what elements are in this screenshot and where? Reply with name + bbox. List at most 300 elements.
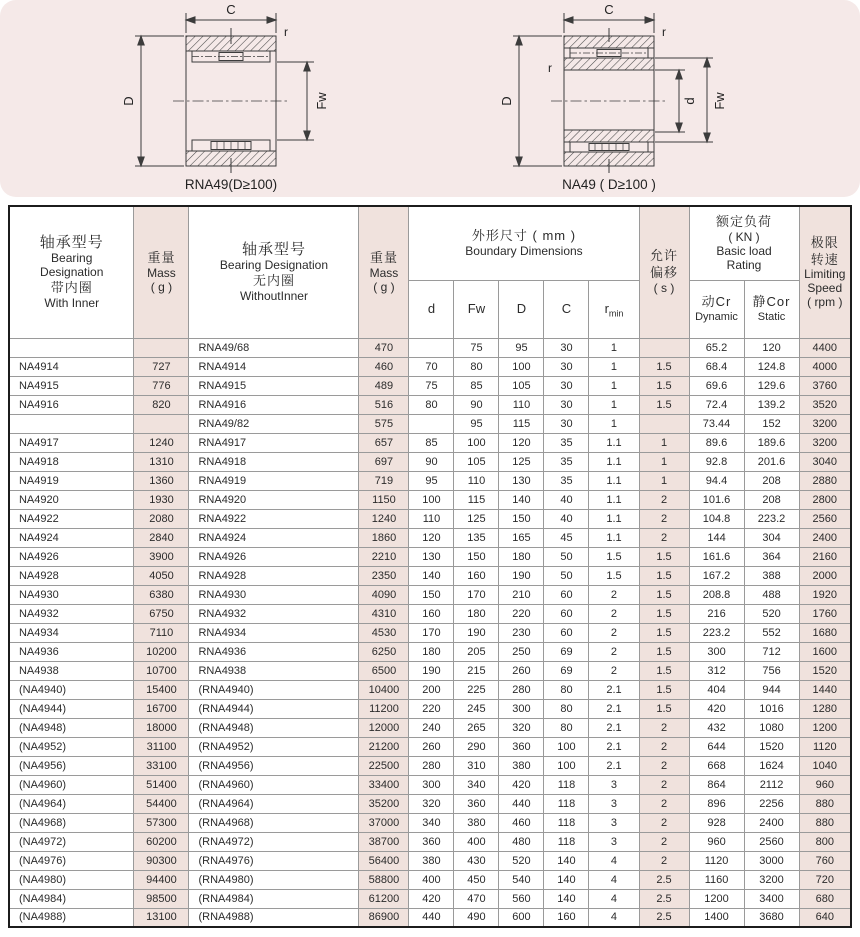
cell-fw: 80 (454, 357, 499, 376)
cell-rmin: 1.1 (589, 528, 639, 547)
cell-static-cor: 388 (744, 566, 799, 585)
cell-with-inner: (NA4964) (9, 794, 134, 813)
cell-mass-with: 776 (134, 376, 189, 395)
table-header (9, 206, 851, 338)
col-header-mass-1 (134, 206, 189, 338)
cell-without-inner: (RNA4940) (189, 680, 359, 699)
cell-without-inner: (RNA4988) (189, 908, 359, 927)
cell-static-cor: 139.2 (744, 395, 799, 414)
cell-rmin: 2 (589, 623, 639, 642)
header-unit: ( s ) (653, 281, 675, 296)
cell-with-inner: NA4917 (9, 433, 134, 452)
cell-C: 140 (544, 870, 589, 889)
table-row (9, 889, 851, 908)
cell-mass-without: 86900 (359, 908, 409, 927)
cell-C: 80 (544, 699, 589, 718)
cell-D: 100 (499, 357, 544, 376)
dim-label-d: d (682, 97, 697, 105)
cell-static-cor: 124.8 (744, 357, 799, 376)
header-en: Designation (40, 265, 104, 280)
cell-static-cor: 3680 (744, 908, 799, 927)
cell-with-inner: NA4918 (9, 452, 134, 471)
header-zh: 重量 (147, 250, 176, 265)
cell-with-inner: (NA4972) (9, 832, 134, 851)
header-en: Mass (147, 265, 176, 280)
cell-fw: 245 (454, 699, 499, 718)
cell-d: 85 (409, 433, 454, 452)
cell-without-inner: (RNA4944) (189, 699, 359, 718)
cell-D: 360 (499, 737, 544, 756)
cell-mass-with: 33100 (134, 756, 189, 775)
dim-label-r: r (284, 25, 288, 39)
header-en: Boundary Dimensions (465, 243, 583, 258)
cell-rmin: 2.1 (589, 718, 639, 737)
cell-rpm: 640 (799, 908, 851, 927)
cell-mass-without: 657 (359, 433, 409, 452)
cell-mass-with (134, 414, 189, 433)
cell-dynamic-cr: 928 (689, 813, 744, 832)
cell-rmin: 2.1 (589, 737, 639, 756)
header-en: With Inner (44, 295, 100, 310)
table-row (9, 642, 851, 661)
cell-d: 90 (409, 452, 454, 471)
cell-mass-without: 61200 (359, 889, 409, 908)
header-zh: 动Cr (701, 294, 732, 310)
cell-rpm: 1680 (799, 623, 851, 642)
cell-C: 35 (544, 452, 589, 471)
drawing-na49 (469, 0, 769, 201)
cell-C: 140 (544, 851, 589, 870)
cell-rpm: 760 (799, 851, 851, 870)
cell-C: 80 (544, 680, 589, 699)
header-en: WithoutInner (239, 289, 308, 304)
cell-dynamic-cr: 72.4 (689, 395, 744, 414)
cell-with-inner (9, 338, 134, 357)
cell-mass-without: 460 (359, 357, 409, 376)
cell-without-inner: RNA49/82 (189, 414, 359, 433)
cell-d: 340 (409, 813, 454, 832)
header-zh: 重量 (369, 250, 398, 265)
cell-rpm: 3040 (799, 452, 851, 471)
cell-D: 560 (499, 889, 544, 908)
cell-dynamic-cr: 404 (689, 680, 744, 699)
cell-s: 1.5 (639, 604, 689, 623)
table-row (9, 509, 851, 528)
cell-without-inner: RNA4936 (189, 642, 359, 661)
cell-rmin: 2.1 (589, 756, 639, 775)
cell-s: 2.5 (639, 870, 689, 889)
cell-D: 250 (499, 642, 544, 661)
cell-d: 140 (409, 566, 454, 585)
cell-with-inner: NA4930 (9, 585, 134, 604)
table-row (9, 870, 851, 889)
cell-D: 320 (499, 718, 544, 737)
cell-s: 2.5 (639, 889, 689, 908)
cell-D: 600 (499, 908, 544, 927)
cell-dynamic-cr: 69.6 (689, 376, 744, 395)
header-zh: 轴承型号 (39, 233, 104, 251)
header-en: Bearing (51, 251, 93, 266)
cell-d: 300 (409, 775, 454, 794)
header-label: Fw (467, 301, 486, 316)
cell-with-inner: NA4920 (9, 490, 134, 509)
header-zh: 静Cor (752, 294, 791, 310)
cell-rmin: 1 (589, 376, 639, 395)
cell-dynamic-cr: 312 (689, 661, 744, 680)
cell-d: 130 (409, 547, 454, 566)
cell-mass-with: 727 (134, 357, 189, 376)
cell-D: 480 (499, 832, 544, 851)
cell-rpm: 2800 (799, 490, 851, 509)
cell-without-inner: RNA4930 (189, 585, 359, 604)
cell-D: 125 (499, 452, 544, 471)
cell-dynamic-cr: 89.6 (689, 433, 744, 452)
cell-C: 100 (544, 756, 589, 775)
cell-fw: 490 (454, 908, 499, 927)
table-row (9, 775, 851, 794)
cell-fw: 360 (454, 794, 499, 813)
cell-without-inner: RNA4924 (189, 528, 359, 547)
cell-without-inner: RNA4915 (189, 376, 359, 395)
cell-mass-without: 2350 (359, 566, 409, 585)
cell-D: 460 (499, 813, 544, 832)
cell-mass-without: 6500 (359, 661, 409, 680)
cell-d: 190 (409, 661, 454, 680)
cell-mass-with: 2840 (134, 528, 189, 547)
cell-D: 120 (499, 433, 544, 452)
cell-C: 30 (544, 357, 589, 376)
header-en: Rating (726, 257, 762, 272)
cell-d: 440 (409, 908, 454, 927)
header-unit: ( g ) (150, 279, 173, 294)
cell-fw: 400 (454, 832, 499, 851)
cell-mass-without: 1240 (359, 509, 409, 528)
cell-d: 150 (409, 585, 454, 604)
cell-fw: 310 (454, 756, 499, 775)
sub-header-dynamic-cr (689, 280, 744, 338)
cell-s: 1.5 (639, 585, 689, 604)
cell-dynamic-cr: 896 (689, 794, 744, 813)
cell-mass-with: 1930 (134, 490, 189, 509)
col-header-with-inner (9, 206, 134, 338)
cell-s: 1.5 (639, 680, 689, 699)
cell-without-inner: (RNA4964) (189, 794, 359, 813)
cell-mass-without: 489 (359, 376, 409, 395)
cell-static-cor: 223.2 (744, 509, 799, 528)
cell-s: 2 (639, 509, 689, 528)
cell-with-inner: (NA4956) (9, 756, 134, 775)
cell-C: 45 (544, 528, 589, 547)
header-label: C (561, 301, 572, 316)
header-label: D (516, 301, 527, 316)
cell-dynamic-cr: 144 (689, 528, 744, 547)
cell-dynamic-cr: 1120 (689, 851, 744, 870)
table-row (9, 471, 851, 490)
cell-C: 118 (544, 813, 589, 832)
cell-dynamic-cr: 167.2 (689, 566, 744, 585)
cell-mass-without: 4530 (359, 623, 409, 642)
cell-mass-without: 4090 (359, 585, 409, 604)
cell-without-inner: (RNA4956) (189, 756, 359, 775)
cell-C: 80 (544, 718, 589, 737)
cell-d: 75 (409, 376, 454, 395)
table-row (9, 357, 851, 376)
cell-fw: 290 (454, 737, 499, 756)
cell-mass-without: 1860 (359, 528, 409, 547)
cell-rpm: 800 (799, 832, 851, 851)
cell-dynamic-cr: 1200 (689, 889, 744, 908)
cell-C: 30 (544, 414, 589, 433)
cell-without-inner: RNA4922 (189, 509, 359, 528)
cell-with-inner: NA4915 (9, 376, 134, 395)
cell-d: 320 (409, 794, 454, 813)
table-row (9, 452, 851, 471)
cell-static-cor: 2560 (744, 832, 799, 851)
cell-rmin: 3 (589, 775, 639, 794)
cell-fw: 340 (454, 775, 499, 794)
cell-s: 2 (639, 813, 689, 832)
cell-C: 69 (544, 642, 589, 661)
header-zh: 外形尺寸 ( mm ) (471, 227, 577, 243)
cell-fw: 215 (454, 661, 499, 680)
cell-with-inner: NA4936 (9, 642, 134, 661)
cell-fw: 95 (454, 414, 499, 433)
table-row (9, 832, 851, 851)
cell-mass-with: 31100 (134, 737, 189, 756)
cell-dynamic-cr: 1160 (689, 870, 744, 889)
cell-rpm: 1600 (799, 642, 851, 661)
cell-rmin: 1 (589, 357, 639, 376)
cell-mass-without: 470 (359, 338, 409, 357)
cell-static-cor: 364 (744, 547, 799, 566)
table-row (9, 680, 851, 699)
cell-dynamic-cr: 960 (689, 832, 744, 851)
cell-mass-without: 22500 (359, 756, 409, 775)
cell-mass-with: 6380 (134, 585, 189, 604)
cell-C: 69 (544, 661, 589, 680)
header-zh: 轴承型号 (241, 240, 306, 258)
cell-without-inner: (RNA4980) (189, 870, 359, 889)
cell-static-cor: 189.6 (744, 433, 799, 452)
cell-rpm: 1120 (799, 737, 851, 756)
cell-d: 280 (409, 756, 454, 775)
cell-with-inner: NA4924 (9, 528, 134, 547)
cell-d (409, 414, 454, 433)
cell-D: 300 (499, 699, 544, 718)
cell-fw: 135 (454, 528, 499, 547)
cell-dynamic-cr: 432 (689, 718, 744, 737)
cell-fw: 450 (454, 870, 499, 889)
cell-rmin: 3 (589, 832, 639, 851)
cell-fw: 225 (454, 680, 499, 699)
sub-header-static-cor (744, 280, 799, 338)
cell-d: 400 (409, 870, 454, 889)
table-body (9, 338, 851, 927)
cell-without-inner: RNA4928 (189, 566, 359, 585)
table-row (9, 661, 851, 680)
cell-static-cor: 208 (744, 471, 799, 490)
cell-without-inner: (RNA4948) (189, 718, 359, 737)
cell-s: 1 (639, 471, 689, 490)
cell-s: 1.5 (639, 357, 689, 376)
col-header-misalignment (639, 206, 689, 338)
cell-without-inner: RNA4938 (189, 661, 359, 680)
cell-rmin: 2 (589, 604, 639, 623)
cell-dynamic-cr: 65.2 (689, 338, 744, 357)
cell-dynamic-cr: 92.8 (689, 452, 744, 471)
cell-C: 60 (544, 623, 589, 642)
cell-d: 380 (409, 851, 454, 870)
cell-rmin: 2 (589, 661, 639, 680)
col-header-without-inner (189, 206, 359, 338)
dim-label-D: D (121, 96, 136, 106)
header-zh: 带内圈 (50, 280, 93, 296)
cell-rpm: 1440 (799, 680, 851, 699)
cell-dynamic-cr: 161.6 (689, 547, 744, 566)
cell-dynamic-cr: 101.6 (689, 490, 744, 509)
cell-C: 30 (544, 376, 589, 395)
header-zh: 极限 (810, 234, 839, 250)
cell-fw: 100 (454, 433, 499, 452)
col-header-limiting-speed (799, 206, 851, 338)
cell-s: 1 (639, 452, 689, 471)
header-label: d (427, 301, 436, 316)
cell-rmin: 1.5 (589, 547, 639, 566)
header-label: $r_{min}$ (604, 300, 624, 319)
cell-D: 380 (499, 756, 544, 775)
cell-mass-with: 1240 (134, 433, 189, 452)
dim-label-fw: Fw (712, 92, 727, 110)
cell-rpm: 1760 (799, 604, 851, 623)
cell-d: 260 (409, 737, 454, 756)
header-zh: 额定负荷 (716, 214, 773, 230)
cell-rmin: 1 (589, 414, 639, 433)
cell-mass-with: 6750 (134, 604, 189, 623)
cell-dynamic-cr: 1400 (689, 908, 744, 927)
cell-fw: 90 (454, 395, 499, 414)
cell-without-inner: RNA4917 (189, 433, 359, 452)
cell-mass-with: 57300 (134, 813, 189, 832)
cell-static-cor: 1520 (744, 737, 799, 756)
sub-header-rmin (589, 280, 639, 338)
cell-C: 40 (544, 509, 589, 528)
cell-s: 1 (639, 433, 689, 452)
table-row (9, 547, 851, 566)
sub-header-fw (454, 280, 499, 338)
cell-rpm: 720 (799, 870, 851, 889)
cell-s: 1.5 (639, 547, 689, 566)
header-en: Bearing Designation (219, 258, 328, 273)
cell-D: 230 (499, 623, 544, 642)
cell-without-inner: (RNA4984) (189, 889, 359, 908)
header-zh: 偏移 (650, 265, 679, 281)
cell-D: 280 (499, 680, 544, 699)
cell-dynamic-cr: 94.4 (689, 471, 744, 490)
cell-fw: 170 (454, 585, 499, 604)
dim-label-fw: Fw (314, 92, 329, 110)
cell-mass-with: 94400 (134, 870, 189, 889)
cell-rmin: 1.1 (589, 509, 639, 528)
cell-rpm: 1520 (799, 661, 851, 680)
cell-d: 170 (409, 623, 454, 642)
cell-fw: 430 (454, 851, 499, 870)
drawing-caption-na49: NA49 ( D≥100 ) (562, 177, 656, 192)
cell-mass-with: 7110 (134, 623, 189, 642)
cell-rmin: 1.1 (589, 471, 639, 490)
cell-d: 240 (409, 718, 454, 737)
sub-header-d (409, 280, 454, 338)
cell-s: 2 (639, 794, 689, 813)
cell-mass-without: 6250 (359, 642, 409, 661)
cell-static-cor: 1080 (744, 718, 799, 737)
cell-C: 118 (544, 775, 589, 794)
cell-mass-without: 2210 (359, 547, 409, 566)
cell-rmin: 4 (589, 851, 639, 870)
cell-C: 60 (544, 585, 589, 604)
cell-D: 140 (499, 490, 544, 509)
cell-rpm: 1280 (799, 699, 851, 718)
cell-dynamic-cr: 73.44 (689, 414, 744, 433)
cell-static-cor: 2256 (744, 794, 799, 813)
cell-dynamic-cr: 668 (689, 756, 744, 775)
cell-rmin: 2 (589, 642, 639, 661)
table-row (9, 756, 851, 775)
dim-label-r-top: r (662, 25, 666, 39)
cell-with-inner: NA4914 (9, 357, 134, 376)
cell-rpm: 2000 (799, 566, 851, 585)
cell-mass-with: 4050 (134, 566, 189, 585)
cell-rpm: 2560 (799, 509, 851, 528)
cell-static-cor: 304 (744, 528, 799, 547)
cell-C: 118 (544, 794, 589, 813)
cell-s: 1.5 (639, 661, 689, 680)
cell-rmin: 2.1 (589, 680, 639, 699)
cell-mass-without: 38700 (359, 832, 409, 851)
cell-C: 100 (544, 737, 589, 756)
cell-mass-with (134, 338, 189, 357)
cell-d: 160 (409, 604, 454, 623)
table-row (9, 338, 851, 357)
cell-fw: 75 (454, 338, 499, 357)
cell-mass-with: 10200 (134, 642, 189, 661)
cell-D: 210 (499, 585, 544, 604)
cell-rmin: 1 (589, 338, 639, 357)
cell-rmin: 3 (589, 813, 639, 832)
cell-with-inner: (NA4952) (9, 737, 134, 756)
dim-label-c: C (226, 2, 236, 17)
cell-d: 95 (409, 471, 454, 490)
table-row (9, 490, 851, 509)
cell-s: 2 (639, 490, 689, 509)
cell-without-inner: (RNA4968) (189, 813, 359, 832)
cell-fw: 190 (454, 623, 499, 642)
cell-without-inner: RNA4920 (189, 490, 359, 509)
cell-static-cor: 944 (744, 680, 799, 699)
cell-s (639, 414, 689, 433)
table-row (9, 813, 851, 832)
cell-d: 110 (409, 509, 454, 528)
cell-fw: 160 (454, 566, 499, 585)
header-en: Static (757, 311, 786, 324)
cell-s: 1.5 (639, 566, 689, 585)
cell-static-cor: 208 (744, 490, 799, 509)
cell-d: 420 (409, 889, 454, 908)
cell-mass-with: 16700 (134, 699, 189, 718)
header-unit: ( rpm ) (807, 295, 843, 310)
table-row (9, 566, 851, 585)
cell-mass-with: 3900 (134, 547, 189, 566)
cell-s (639, 338, 689, 357)
